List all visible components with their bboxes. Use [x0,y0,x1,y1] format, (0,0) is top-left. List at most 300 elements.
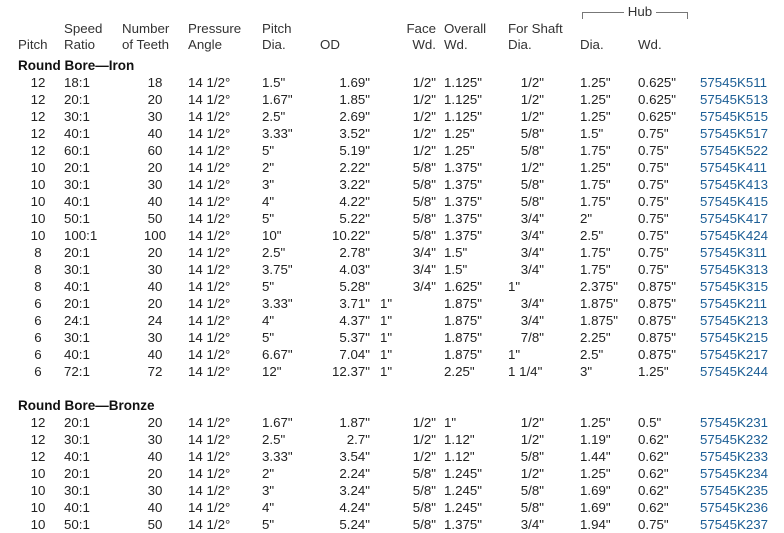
cell-speed-ratio: 30:1 [64,108,90,124]
cell-face-wd: 5/8" [412,516,436,532]
part-number-link[interactable]: 57545K522 [700,142,769,158]
cell-speed-ratio: 24:1 [64,312,90,328]
cell-od: 4.03" [339,261,370,277]
cell-teeth: 30 [147,261,163,277]
cell-teeth: 20 [147,91,163,107]
cell-pitch: 12 [30,142,46,158]
cell-pressure-angle: 14 1/2° [188,329,231,345]
cell-face-wd: 1/2" [412,448,436,464]
table-row [18,363,780,380]
cell-teeth: 20 [147,159,163,175]
cell-hub-wd: 0.75" [638,210,669,226]
cell-hub-wd: 0.5" [638,414,662,430]
table-row [18,91,780,108]
part-number-link[interactable]: 57545K231 [700,414,769,430]
cell-shaft-dia [508,346,580,363]
cell-part-number [700,516,780,533]
cell-hub-dia: 1.25" [580,74,611,90]
part-number-link[interactable]: 57545K232 [700,431,769,447]
cell-pitch-dia: 5" [262,210,275,226]
cell-pitch-dia: 3.33" [262,125,293,141]
cell-hub-dia: 1.75" [580,142,611,158]
header-hub-row [18,4,780,21]
cell-pitch-dia: 2.5" [262,244,286,260]
cell-face-wd: 5/8" [412,465,436,481]
cell-hub-wd: 0.75" [638,125,669,141]
cell-hub-wd: 0.62" [638,431,669,447]
cell-shaft-dia-value: 1/2" [520,91,544,107]
cell-teeth: 30 [147,431,163,447]
hub-group-header [580,4,700,21]
cell-hub-dia: 1.19" [580,431,611,447]
cell-od: 5.19" [339,142,370,158]
cell-pitch: 12 [30,448,46,464]
cell-overall-wd: 1.875" [444,329,482,345]
cell-pitch: 10 [30,499,46,515]
cell-teeth: 72 [147,363,163,379]
part-number-link[interactable]: 57545K213 [700,312,769,328]
part-number-link[interactable]: 57545K237 [700,516,769,532]
cell-pitch: 10 [30,482,46,498]
table-row [18,193,780,210]
cell-teeth: 30 [147,329,163,345]
cell-teeth: 30 [147,482,163,498]
cell-shaft-dia [508,363,580,380]
cell-part-number [700,227,780,244]
cell-pitch-dia: 4" [262,193,275,209]
cell-shaft-dia-value: 5/8" [520,125,544,141]
cell-shaft-dia [508,329,580,346]
table-row [18,465,780,482]
table-row [18,142,780,159]
cell-shaft-dia-value: 5/8" [520,482,544,498]
cell-face-wd: 1" [380,363,393,379]
cell-shaft-dia-value: 1/2" [520,465,544,481]
cell-part-number [700,431,780,448]
cell-hub-wd: 0.75" [638,244,669,260]
cell-speed-ratio: 30:1 [64,329,90,345]
cell-shaft-dia-value: 5/8" [520,193,544,209]
cell-od: 1.69" [339,74,370,90]
cell-hub-wd: 0.75" [638,159,669,175]
cell-hub-wd: 0.75" [638,261,669,277]
cell-face-wd: 1" [380,346,393,362]
cell-face-wd: 5/8" [412,210,436,226]
cell-shaft-dia-value: 3/4" [520,244,544,260]
cell-hub-wd: 0.875" [638,312,676,328]
cell-od: 2.24" [339,465,370,481]
table-row [18,329,780,346]
cell-shaft-dia [508,244,580,261]
col-hub-dia: Dia. [580,37,604,52]
cell-pitch-dia: 1.67" [262,91,293,107]
part-number-link[interactable]: 57545K217 [700,346,769,362]
cell-pressure-angle: 14 1/2° [188,312,231,328]
cell-hub-wd: 1.25" [638,363,669,379]
cell-pitch-dia: 10" [262,227,282,243]
cell-face-wd: 3/4" [412,244,436,260]
cell-teeth: 40 [147,346,163,362]
cell-teeth: 24 [147,312,163,328]
cell-part-number [700,142,780,159]
cell-hub-dia: 1.75" [580,261,611,277]
cell-teeth: 30 [147,108,163,124]
cell-shaft-dia [508,482,580,499]
cell-pressure-angle: 14 1/2° [188,193,231,209]
part-number-link[interactable]: 57545K513 [700,91,769,107]
cell-pitch-dia: 3.33" [262,295,293,311]
cell-od: 3.22" [339,176,370,192]
cell-pitch: 6 [34,329,42,345]
cell-pressure-angle: 14 1/2° [188,125,231,141]
cell-pitch-dia: 3.75" [262,261,293,277]
cell-part-number [700,312,780,329]
table-row [18,278,780,295]
cell-teeth: 50 [147,210,163,226]
cell-od: 3.54" [339,448,370,464]
cell-shaft-dia-value: 3/4" [520,210,544,226]
cell-teeth: 60 [147,142,163,158]
cell-pressure-angle: 14 1/2° [188,516,231,532]
cell-hub-wd: 0.875" [638,278,676,294]
cell-hub-wd: 0.75" [638,516,669,532]
cell-pitch: 10 [30,159,46,175]
table-row [18,482,780,499]
table-row [18,431,780,448]
cell-hub-wd: 0.625" [638,91,676,107]
cell-pressure-angle: 14 1/2° [188,227,231,243]
cell-overall-wd: 1.245" [444,465,482,481]
cell-shaft-dia [508,431,580,448]
cell-pitch: 12 [30,125,46,141]
cell-hub-wd: 0.75" [638,193,669,209]
cell-pressure-angle: 14 1/2° [188,210,231,226]
cell-od: 7.04" [339,346,370,362]
cell-hub-dia: 1.25" [580,159,611,175]
cell-pitch: 6 [34,312,42,328]
cell-face-wd: 1/2" [412,74,436,90]
cell-shaft-dia [508,465,580,482]
cell-shaft-dia-value: 1/2" [520,74,544,90]
table-row [18,346,780,363]
cell-overall-wd: 1.375" [444,176,482,192]
cell-hub-dia: 3" [580,363,593,379]
cell-overall-wd: 1.245" [444,482,482,498]
col-shaft-line1: For Shaft [508,20,563,36]
cell-shaft-dia [508,74,580,91]
cell-pitch: 8 [34,244,42,260]
part-number-link[interactable]: 57545K244 [700,363,769,379]
cell-face-wd: 1/2" [412,142,436,158]
part-number-link[interactable]: 57545K413 [700,176,769,192]
table-row [18,108,780,125]
cell-pitch-dia: 3.33" [262,448,293,464]
part-number-link[interactable]: 57545K315 [700,278,769,294]
col-pressure-line2: Angle [188,37,223,52]
cell-shaft-dia [508,193,580,210]
table-body [18,54,780,533]
cell-pitch-dia: 3" [262,482,275,498]
part-number-link[interactable]: 57545K236 [700,499,769,515]
cell-pressure-angle: 14 1/2° [188,142,231,158]
cell-od: 2.69" [339,108,370,124]
cell-teeth: 100 [143,227,167,243]
cell-od: 5.24" [339,516,370,532]
cell-part-number [700,278,780,295]
cell-face-wd: 1/2" [412,91,436,107]
cell-teeth: 20 [147,465,163,481]
cell-part-number [700,465,780,482]
cell-hub-dia: 1.875" [580,312,618,328]
cell-hub-wd: 0.875" [638,295,676,311]
table-row [18,295,780,312]
cell-pitch: 12 [30,108,46,124]
cell-shaft-dia-value: 1 1/4" [508,363,543,379]
cell-hub-wd: 0.62" [638,482,669,498]
part-number-link[interactable]: 57545K415 [700,193,769,209]
cell-hub-wd: 0.75" [638,227,669,243]
cell-hub-dia: 1.25" [580,108,611,124]
cell-pressure-angle: 14 1/2° [188,108,231,124]
cell-shaft-dia [508,499,580,516]
hub-group-label: Hub [624,4,656,19]
table-header [18,4,780,54]
cell-speed-ratio: 20:1 [64,465,90,481]
cell-overall-wd: 1.12" [444,431,475,447]
cell-speed-ratio: 40:1 [64,448,90,464]
cell-hub-wd: 0.875" [638,329,676,345]
cell-pitch: 8 [34,261,42,277]
cell-pitch-dia: 5" [262,142,275,158]
part-number-link[interactable]: 57545K313 [700,261,769,277]
cell-hub-dia: 1.69" [580,482,611,498]
cell-overall-wd: 1.125" [444,74,482,90]
table-row [18,312,780,329]
cell-shaft-dia [508,295,580,312]
cell-part-number [700,448,780,465]
cell-shaft-dia [508,176,580,193]
cell-pitch: 10 [30,516,46,532]
cell-shaft-dia [508,448,580,465]
cell-face-wd: 5/8" [412,193,436,209]
cell-hub-dia: 1.75" [580,193,611,209]
cell-hub-dia: 2.25" [580,329,611,345]
cell-pitch: 6 [34,346,42,362]
cell-face-wd: 1/2" [412,125,436,141]
cell-od: 1.85" [339,91,370,107]
cell-hub-wd: 0.625" [638,108,676,124]
cell-hub-wd: 0.62" [638,448,669,464]
part-number-link[interactable]: 57545K235 [700,482,769,498]
cell-hub-wd: 0.75" [638,176,669,192]
part-number-link[interactable]: 57545K311 [700,244,768,260]
cell-overall-wd: 1.375" [444,193,482,209]
cell-shaft-dia [508,91,580,108]
cell-overall-wd: 1.5" [444,261,468,277]
cell-shaft-dia-value: 3/4" [520,295,544,311]
cell-pitch-dia: 5" [262,278,275,294]
cell-overall-wd: 1.375" [444,516,482,532]
cell-speed-ratio: 60:1 [64,142,90,158]
cell-face-wd: 1" [380,329,393,345]
cell-pitch-dia: 4" [262,312,275,328]
cell-shaft-dia-value: 5/8" [520,448,544,464]
cell-pitch: 6 [34,363,42,379]
cell-shaft-dia-value: 1/2" [520,414,544,430]
cell-od: 3.52" [339,125,370,141]
cell-overall-wd: 1.875" [444,346,482,362]
cell-hub-dia: 1.25" [580,91,611,107]
part-number-link[interactable]: 57545K511 [700,74,768,90]
cell-od: 1.87" [339,414,370,430]
cell-od: 4.37" [339,312,370,328]
cell-hub-dia: 1.5" [580,125,604,141]
cell-hub-wd: 0.625" [638,74,676,90]
cell-pitch: 10 [30,465,46,481]
cell-face-wd: 1/2" [412,431,436,447]
cell-hub-wd: 0.75" [638,142,669,158]
cell-part-number [700,193,780,210]
cell-shaft-dia [508,227,580,244]
cell-pressure-angle: 14 1/2° [188,74,231,90]
cell-pressure-angle: 14 1/2° [188,482,231,498]
cell-teeth: 40 [147,278,163,294]
cell-shaft-dia [508,278,580,295]
cell-speed-ratio: 40:1 [64,193,90,209]
cell-teeth: 50 [147,516,163,532]
part-number-link[interactable]: 57545K211 [700,295,768,311]
cell-speed-ratio: 100:1 [64,227,98,243]
cell-shaft-dia [508,125,580,142]
table-row [18,448,780,465]
cell-shaft-dia [508,414,580,431]
cell-shaft-dia-value: 1/2" [520,159,544,175]
cell-od: 5.28" [339,278,370,294]
cell-hub-dia: 1.75" [580,176,611,192]
cell-speed-ratio: 50:1 [64,210,90,226]
cell-overall-wd: 1.125" [444,91,482,107]
cell-face-wd: 5/8" [412,176,436,192]
cell-pitch: 8 [34,278,42,294]
cell-pressure-angle: 14 1/2° [188,91,231,107]
cell-pitch-dia: 3" [262,176,275,192]
cell-overall-wd: 1.25" [444,125,475,141]
cell-overall-wd: 1.25" [444,142,475,158]
cell-teeth: 40 [147,499,163,515]
cell-part-number [700,295,780,312]
cell-part-number [700,91,780,108]
table-row [18,74,780,91]
cell-part-number [700,159,780,176]
cell-pressure-angle: 14 1/2° [188,244,231,260]
col-pitch-dia-line1: Pitch [262,20,292,36]
cell-pressure-angle: 14 1/2° [188,465,231,481]
cell-pitch-dia: 5" [262,329,275,345]
col-hub-wd: Wd. [638,37,662,52]
cell-teeth: 40 [147,193,163,209]
cell-speed-ratio: 20:1 [64,91,90,107]
cell-pitch: 12 [30,91,46,107]
part-number-link[interactable]: 57545K234 [700,465,769,481]
cell-pressure-angle: 14 1/2° [188,346,231,362]
cell-teeth: 30 [147,176,163,192]
cell-speed-ratio: 50:1 [64,516,90,532]
cell-part-number [700,176,780,193]
part-number-link[interactable]: 57545K515 [700,108,769,124]
cell-face-wd: 3/4" [412,278,436,294]
part-number-link[interactable]: 57545K417 [700,210,769,226]
cell-shaft-dia-value: 1" [508,346,521,362]
cell-overall-wd: 1.375" [444,210,482,226]
cell-hub-dia: 2" [580,210,593,226]
part-number-link[interactable]: 57545K215 [700,329,769,345]
cell-od: 12.37" [332,363,370,379]
cell-part-number [700,261,780,278]
cell-face-wd: 1/2" [412,108,436,124]
table-row [18,125,780,142]
cell-od: 5.37" [339,329,370,345]
cell-pitch-dia: 6.67" [262,346,293,362]
cell-shaft-dia-value: 1/2" [520,108,544,124]
cell-pitch-dia: 2.5" [262,108,286,124]
cell-hub-dia: 1.94" [580,516,611,532]
table-row [18,499,780,516]
cell-pitch-dia: 1.67" [262,414,293,430]
table-row [18,159,780,176]
col-teeth-line2: of Teeth [122,37,170,52]
cell-shaft-dia [508,142,580,159]
cell-face-wd: 1" [380,312,393,328]
cell-od: 3.71" [339,295,370,311]
part-number-link[interactable]: 57545K517 [700,125,769,141]
cell-pitch-dia: 12" [262,363,282,379]
cell-hub-dia: 1.75" [580,244,611,260]
cell-speed-ratio: 30:1 [64,482,90,498]
cell-pressure-angle: 14 1/2° [188,176,231,192]
cell-speed-ratio: 40:1 [64,278,90,294]
part-number-link[interactable]: 57545K424 [700,227,769,243]
cell-teeth: 20 [147,414,163,430]
cell-part-number [700,244,780,261]
cell-speed-ratio: 30:1 [64,176,90,192]
cell-od: 2.78" [339,244,370,260]
cell-face-wd: 5/8" [412,482,436,498]
cell-pitch: 12 [30,74,46,90]
cell-shaft-dia-value: 5/8" [520,176,544,192]
cell-speed-ratio: 72:1 [64,363,90,379]
cell-hub-wd: 0.875" [638,346,676,362]
section-gap [18,380,780,394]
cell-overall-wd: 1.12" [444,448,475,464]
cell-od: 10.22" [332,227,370,243]
cell-shaft-dia [508,159,580,176]
cell-face-wd: 3/4" [412,261,436,277]
cell-pressure-angle: 14 1/2° [188,261,231,277]
cell-speed-ratio: 30:1 [64,431,90,447]
cell-hub-dia: 1.69" [580,499,611,515]
cell-overall-wd: 1.375" [444,159,482,175]
cell-pressure-angle: 14 1/2° [188,278,231,294]
part-number-link[interactable]: 57545K233 [700,448,769,464]
cell-part-number [700,363,780,380]
cell-hub-dia: 2.5" [580,227,604,243]
cell-shaft-dia-value: 5/8" [520,142,544,158]
cell-pitch-dia: 2" [262,159,275,175]
cell-shaft-dia-value: 1/2" [520,431,544,447]
cell-pitch: 10 [30,227,46,243]
cell-speed-ratio: 40:1 [64,346,90,362]
part-number-link[interactable]: 57545K411 [700,159,768,175]
